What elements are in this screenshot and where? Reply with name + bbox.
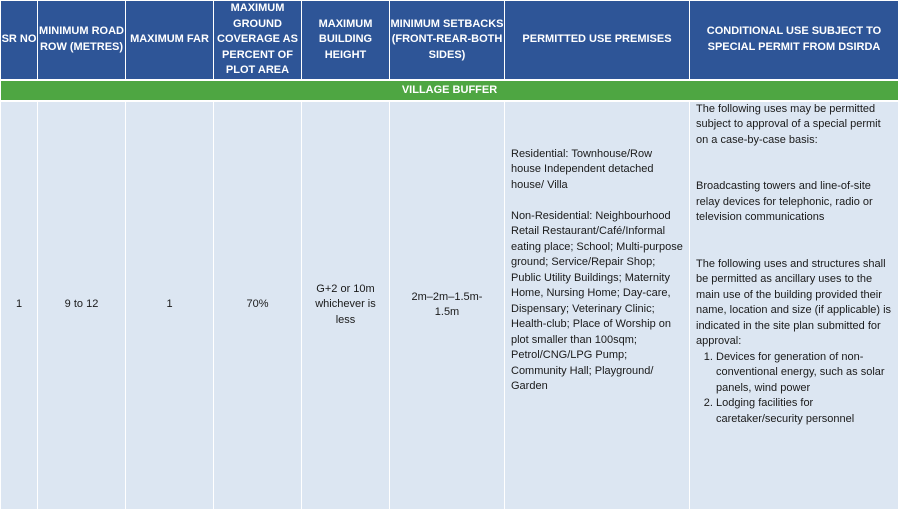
header-min-setbacks: MINIMUM SETBACKS (FRONT-REAR-BOTH SIDES) <box>390 1 505 80</box>
section-row <box>1 80 898 101</box>
table-row <box>1 101 898 510</box>
cell-max-ground-coverage: 70% <box>214 101 302 510</box>
cell-permitted-use <box>505 101 690 510</box>
cell-conditional-use <box>690 101 898 510</box>
header-conditional-use: CONDITIONAL USE SUBJECT TO SPECIAL PERMIT FROM DSIRDA <box>690 1 898 80</box>
header-max-building-height: MAXIMUM BUILDING HEIGHT <box>302 1 390 80</box>
ancillary-list <box>696 350 894 428</box>
header-permitted-use: PERMITTED USE PREMISES <box>505 1 690 80</box>
section-title: VILLAGE BUFFER <box>1 80 898 101</box>
list-item: 1. Devices for generation of non-conventional energy, such as solar panels, wind power <box>716 350 894 397</box>
permitted-non-residential-text: Non-Residential: Neighbourhood Retail Restaurant/Café/Informal eating place; School; Multi-purpose ground; Service/Repair Shop; Public Utility Buildings; Maternity Home, Nursing Home; Day-care, Dispensary; Veterinary Clinic; Health-club; Place of Worship on plot smaller than 100sqm; Petrol/CNG/LPG Pump; Community Hall; Playground/ Garden <box>511 209 685 395</box>
cell-max-far: 1 <box>126 101 214 510</box>
header-max-ground-coverage: MAXIMUM GROUND COVERAGE AS PERCENT OF PLOT AREA <box>214 1 302 80</box>
permitted-residential-text: Residential: Townhouse/Row house Independent detached house/ Villa <box>511 147 685 194</box>
list-item: 2. Lodging facilities for caretaker/security personnel <box>716 396 894 427</box>
header-min-road-row: MINIMUM ROAD ROW (METRES) <box>38 1 126 80</box>
cell-min-setbacks: 2m–2m–1.5m-1.5m <box>390 101 505 510</box>
conditional-intro-text: The following uses may be permitted subject to approval of a special permit on a case-by-case basis: <box>696 102 894 149</box>
cell-sr-no: 1 <box>1 101 38 510</box>
cell-min-road-row: 9 to 12 <box>38 101 126 510</box>
cell-max-building-height: G+2 or 10m whichever is less <box>302 101 390 510</box>
conditional-broadcasting-text: Broadcasting towers and line-of-site relay devices for telephonic, radio or television communications <box>696 179 894 226</box>
header-row <box>1 1 898 80</box>
conditional-ancillary-intro-text: The following uses and structures shall be permitted as ancillary uses to the main use of the building provided their name, location and size (if applicable) is indicated in the site plan submitted for approval: <box>696 257 894 350</box>
header-sr-no: SR NO <box>1 1 38 80</box>
header-max-far: MAXIMUM FAR <box>126 1 214 80</box>
